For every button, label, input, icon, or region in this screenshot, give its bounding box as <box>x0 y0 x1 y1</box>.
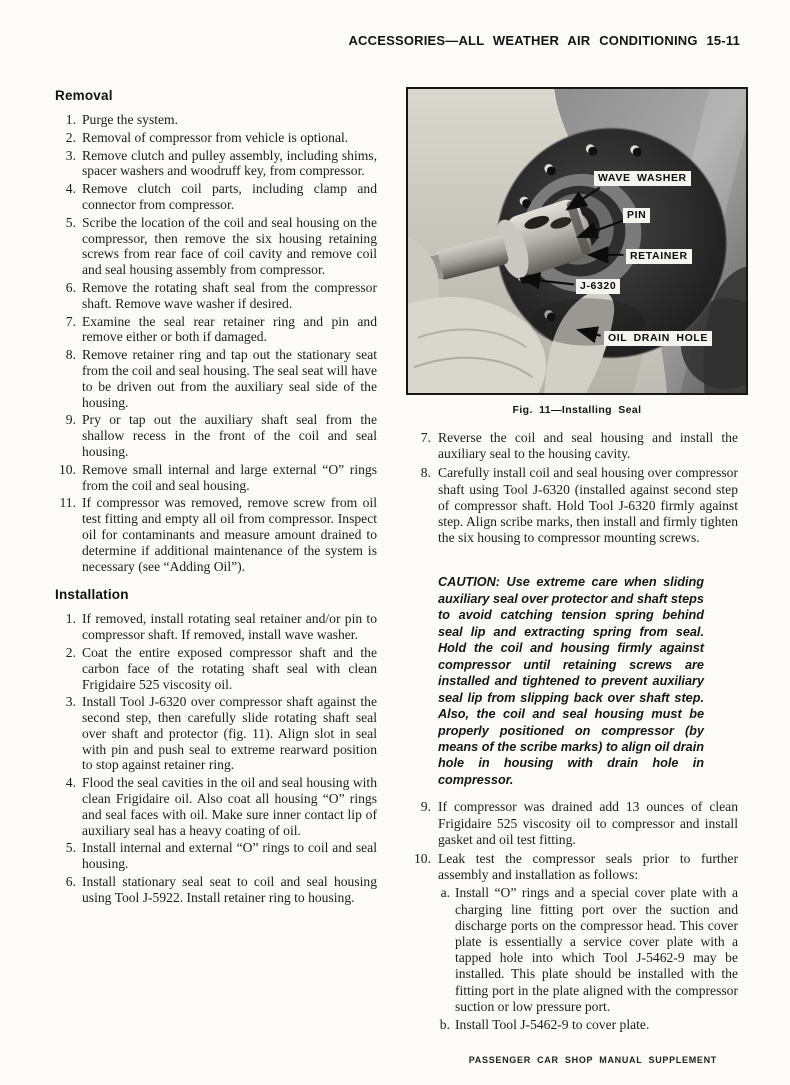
item-text: Remove the rotating shaft seal from the compressor shaft. Remove wave washer if desired. <box>82 279 377 311</box>
page-footer: PASSENGER CAR SHOP MANUAL SUPPLEMENT <box>468 1055 717 1065</box>
list-item <box>55 347 377 410</box>
list-item <box>55 314 377 346</box>
list-item <box>406 851 738 1033</box>
list-item <box>55 874 377 906</box>
item-body <box>82 148 377 180</box>
item-body <box>438 430 738 462</box>
list-item <box>55 215 377 278</box>
item-text: Carefully install coil and seal housing over compressor shaft using Tool J-6320 (installed against second step of compressor shaft. Hold Tool J-6320 firmly against step. Align scribe marks, then install and firmly tighten the six housing to compressor mounting screws. <box>438 465 738 546</box>
list-item <box>55 148 377 180</box>
item-text: If compressor was removed, remove screw from oil test fitting and empty all oil from compressor. Inspect oil for contaminants and measure amount drained to determine if additional maintenance of the system is necessary (see “Adding Oil”). <box>82 495 377 574</box>
item-number: 11. <box>59 495 76 511</box>
installation-list-continued-top <box>406 430 738 546</box>
item-body <box>82 694 377 773</box>
item-text: Install Tool J-6320 over compressor shaft against the second step, then carefully slide rotating shaft seal over shaft and protector (fig. 11). Align slot in seal with pin and push seal to extreme rearward position to stop against retainer ring. <box>82 694 377 773</box>
item-text: Install internal and external “O” rings to coil and seal housing. <box>82 840 377 872</box>
item-text: If removed, install rotating seal retainer and/or pin to compressor shaft. If removed, install wave washer. <box>82 611 377 643</box>
caution-note: CAUTION: Use extreme care when sliding auxiliary seal over protector and shaft steps to avoid catching tension spring behind seal lip and extracting spring from seal. Hold the coil and housing firmly against compressor until retaining screws are installed and tightened to prevent auxiliary seal lip from slipping back over shaft step. Also, the coil and seal housing must be properly positioned on compressor (by means of the scribe marks) to align oil drain hole in housing with drain hole in compressor. <box>438 575 704 787</box>
item-number: 2. <box>65 644 76 660</box>
list-item <box>55 495 377 574</box>
item-body <box>82 314 377 346</box>
item-text: Flood the seal cavities in the oil and seal housing with clean Frigidaire oil. Also coat all housing “O” rings and seal faces with oil. Make sure inner contact lip of auxiliary seal has a heavy coating of oil. <box>82 775 377 838</box>
item-number: 1. <box>65 112 76 127</box>
page-header-title: ACCESSORIES—ALL WEATHER AIR CONDITIONING 15-11 <box>348 33 740 48</box>
item-body <box>455 885 738 1015</box>
installation-heading: Installation <box>55 587 129 603</box>
item-number: 1. <box>65 611 76 627</box>
item-body <box>82 775 377 838</box>
list-item <box>406 430 738 462</box>
item-text: Install Tool J-5462-9 to cover plate. <box>455 1016 650 1032</box>
left-column <box>55 88 377 906</box>
item-text: Remove small internal and large external “O” rings from the coil and seal housing. <box>82 461 377 493</box>
item-text: Coat the entire exposed compressor shaft and the carbon face of the rotating shaft seal with clean Frigidaire 525 viscosity oil. <box>82 644 377 692</box>
item-number: 6. <box>65 874 76 890</box>
callout-oil-drain-hole: OIL DRAIN HOLE <box>604 331 712 346</box>
item-number: 6. <box>65 279 76 295</box>
list-item <box>55 694 377 773</box>
callout-arrows <box>408 89 746 393</box>
item-body <box>438 465 738 546</box>
item-body <box>438 851 738 1033</box>
item-text: Install “O” rings and a special cover plate with a charging line fitting port over the suction and discharge ports on the compressor head. This cover plate is essentially a service cover plate with a tapped hole into which Tool J-5462-9 may be installed. This plate should be installed with the fitting port in the plate aligned with the compressor suction or low pressure port. <box>455 885 738 1014</box>
item-number: 7. <box>420 430 431 445</box>
list-item <box>55 112 377 128</box>
item-body <box>82 645 377 692</box>
item-text: Pry or tap out the auxiliary shaft seal from the shallow recess in the front of the coil and seal housing. <box>82 412 377 459</box>
item-text: Leak test the compressor seals prior to further assembly and installation as follows: <box>438 850 738 883</box>
item-number: 2. <box>65 129 76 145</box>
item-text: Removal of compressor from vehicle is optional. <box>82 129 349 145</box>
item-text: If compressor was drained add 13 ounces of clean Frigidaire 525 viscosity oil to compressor and install gasket and oil test fitting. <box>438 799 738 847</box>
item-number: 9. <box>65 412 76 428</box>
list-item <box>55 280 377 312</box>
item-number: 10. <box>59 461 76 477</box>
item-body <box>82 215 377 278</box>
item-body <box>82 112 377 128</box>
item-body <box>82 181 377 213</box>
list-item <box>55 412 377 459</box>
item-number: 4. <box>65 775 76 791</box>
list-item <box>55 130 377 146</box>
item-number: b. <box>439 1016 450 1032</box>
item-number: a. <box>440 885 450 901</box>
item-body <box>455 1017 738 1033</box>
item-body <box>82 280 377 312</box>
item-text: Remove clutch coil parts, including clamp and connector from compressor. <box>82 181 377 212</box>
installation-list-continued-bottom <box>406 799 738 1033</box>
item-number: 8. <box>420 465 431 481</box>
item-body <box>82 611 377 643</box>
list-item <box>406 465 738 546</box>
item-number: 7. <box>65 313 76 329</box>
item-body <box>82 412 377 459</box>
item-number: 8. <box>65 347 76 363</box>
figure-caption: Fig. 11—Installing Seal <box>512 404 642 416</box>
item-text: Reverse the coil and seal housing and install the auxiliary seal to the housing cavity. <box>438 430 738 462</box>
list-item <box>55 840 377 872</box>
item-number: 3. <box>65 147 76 163</box>
list-item <box>55 462 377 494</box>
item-body <box>438 799 738 848</box>
callout-j-6320: J-6320 <box>576 279 620 294</box>
list-item <box>55 645 377 692</box>
callout-pin: PIN <box>623 208 650 223</box>
installation-list <box>55 611 377 905</box>
list-item <box>55 611 377 643</box>
item-text: Remove retainer ring and tap out the stationary seat from the coil and seal housing. The seal seat will have to be driven out from the auxiliary seal side of the housing. <box>82 347 377 410</box>
item-body <box>82 874 377 906</box>
sub-list <box>438 885 738 1033</box>
callout-wave-washer: WAVE WASHER <box>594 171 691 186</box>
item-body <box>82 840 377 872</box>
callout-retainer: RETAINER <box>626 249 692 264</box>
item-text: Install stationary seal seat to coil and seal housing using Tool J-5922. Install retainer ring to housing. <box>82 874 377 905</box>
sub-list-item <box>438 1017 738 1033</box>
item-body <box>82 347 377 410</box>
item-number: 9. <box>420 799 431 815</box>
right-column <box>406 430 738 1033</box>
figure-installing-seal <box>406 87 748 395</box>
item-number: 5. <box>65 214 76 230</box>
item-number: 4. <box>65 181 76 197</box>
item-body <box>82 462 377 494</box>
item-text: Scribe the location of the coil and seal housing on the compressor, then remove the six housing retaining screws from rear face of coil cavity and remove coil and seal housing assembly from compressor. <box>82 214 377 278</box>
item-body <box>82 495 377 574</box>
item-text: Examine the seal rear retainer ring and pin and remove either or both if damaged. <box>82 313 377 345</box>
item-text: Remove clutch and pulley assembly, including shims, spacer washers and woodruff key, from compressor. <box>82 147 377 179</box>
list-item <box>55 775 377 838</box>
item-text: Purge the system. <box>82 112 179 127</box>
item-number: 5. <box>65 840 76 856</box>
item-number: 10. <box>414 850 431 866</box>
list-item <box>406 799 738 848</box>
item-number: 3. <box>65 694 76 710</box>
sub-list-item <box>438 885 738 1015</box>
removal-list <box>55 112 377 574</box>
item-body <box>82 130 377 146</box>
removal-heading: Removal <box>55 88 113 103</box>
list-item <box>55 181 377 213</box>
